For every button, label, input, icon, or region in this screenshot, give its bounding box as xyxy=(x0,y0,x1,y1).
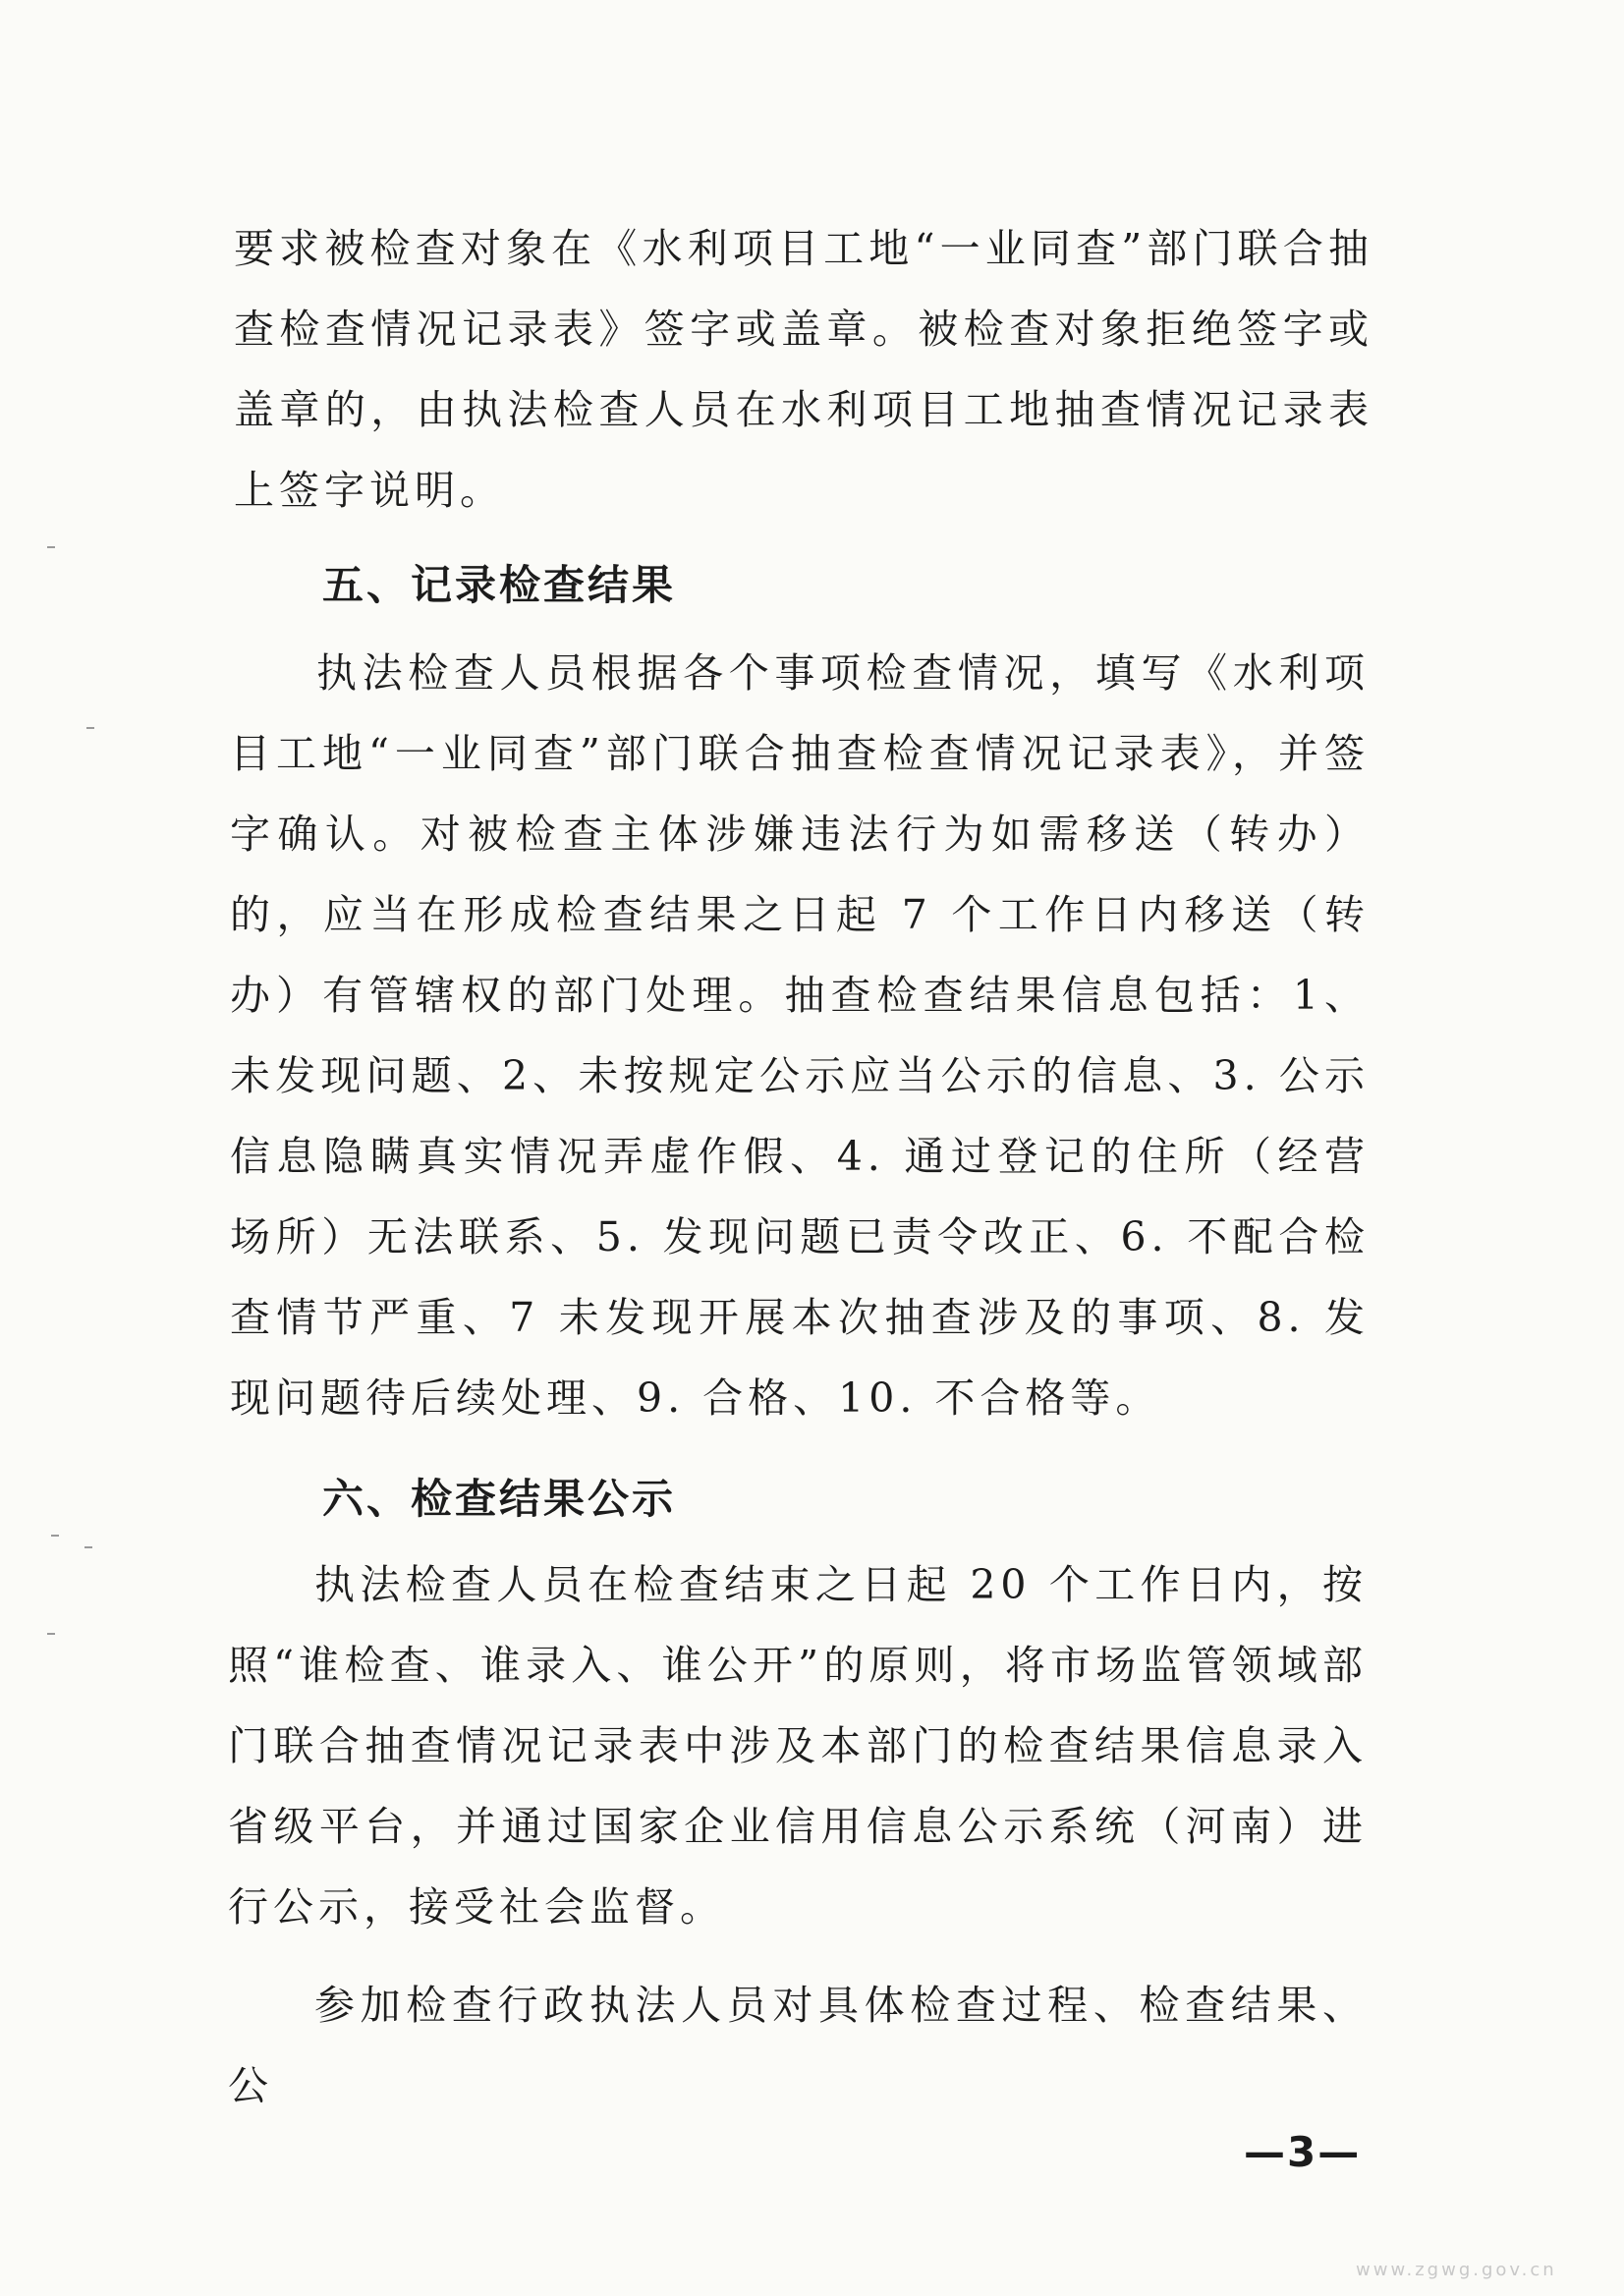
scan-speck xyxy=(84,1546,92,1548)
scan-speck xyxy=(47,546,55,548)
section-heading-publicize-results: 六、检查结果公示 xyxy=(322,1475,677,1523)
paragraph-signature-requirement: 要求被检查对象在《水利项目工地“一业同查”部门联合抽查检查情况记录表》签字或盖章。被检查对象拒绝签字或盖章的，由执法检查人员在水利项目工地抽查情况记录表上签字说明。 xyxy=(234,225,1373,514)
paragraph-responsibility: 参加检查行政执法人员对具体检查过程、检查结果、公 xyxy=(228,1982,1368,2109)
scan-speck xyxy=(47,1633,55,1635)
paragraph-publicize-results: 执法检查人员在检查结束之日起 20 个工作日内，按照“谁检查、谁录入、谁公开”的原则，将市场监管领域部门联合抽查情况记录表中涉及本部门的检查结果信息录入省级平台，并通过国家企业信用信息公示系统（河南）进行公示，接受社会监督。 xyxy=(228,1561,1368,1931)
site-watermark: www.zgwg.gov.cn xyxy=(1356,2260,1557,2280)
page-number: —3— xyxy=(1244,2128,1362,2176)
scan-speck xyxy=(86,727,94,729)
scan-speck xyxy=(51,1535,59,1537)
paragraph-record-results: 执法检查人员根据各个事项检查情况，填写《水利项目工地“一业同查”部门联合抽查检查情况记录表》，并签字确认。对被检查主体涉嫌违法行为如需移送（转办）的，应当在形成检查结果之日起 7 个工作日内移送（转办）有管辖权的部门处理。抽查检查结果信息包括：1、未发现问题、2、未按规定公示应当公示的信息、3. 公示信息隐瞒真实情况弄虚作假、4. 通过登记的住所（经营场所）无法联系、5. 发现问题已责令改正、6. 不配合检查情节严重、7 未发现开展本次抽查涉及的事项、8. 发现问题待后续处理、9. 合格、10. 不合格等。 xyxy=(230,649,1370,1422)
section-heading-record-results: 五、记录检查结果 xyxy=(322,561,677,609)
